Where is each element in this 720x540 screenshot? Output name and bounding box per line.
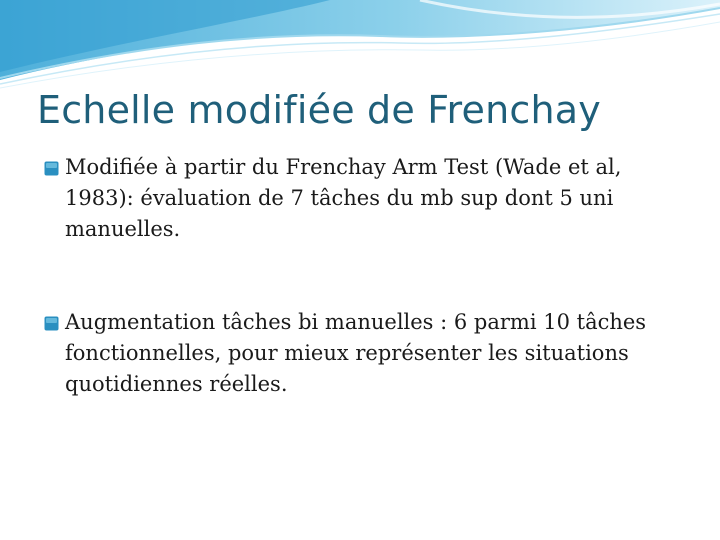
bullet-text-2: Augmentation tâches bi manuelles : 6 parmi 10 tâches fonctionnelles, pour mieux représenter les situations quotidiennes réelles. xyxy=(65,310,647,396)
bullet-item-2 xyxy=(44,307,684,400)
q-square-bullet-icon xyxy=(44,316,59,331)
bullet-item-1 xyxy=(44,152,684,245)
q-square-bullet-icon xyxy=(44,161,59,176)
bullet-text-1: Modifiée à partir du Frenchay Arm Test (Wade et al, 1983): évaluation de 7 tâches du mb sup dont 5 uni manuelles. xyxy=(65,155,622,241)
bullet-list xyxy=(44,152,684,400)
slide-title: Echelle modifiée de Frenchay xyxy=(37,88,601,132)
header-wave-decoration xyxy=(0,0,720,90)
